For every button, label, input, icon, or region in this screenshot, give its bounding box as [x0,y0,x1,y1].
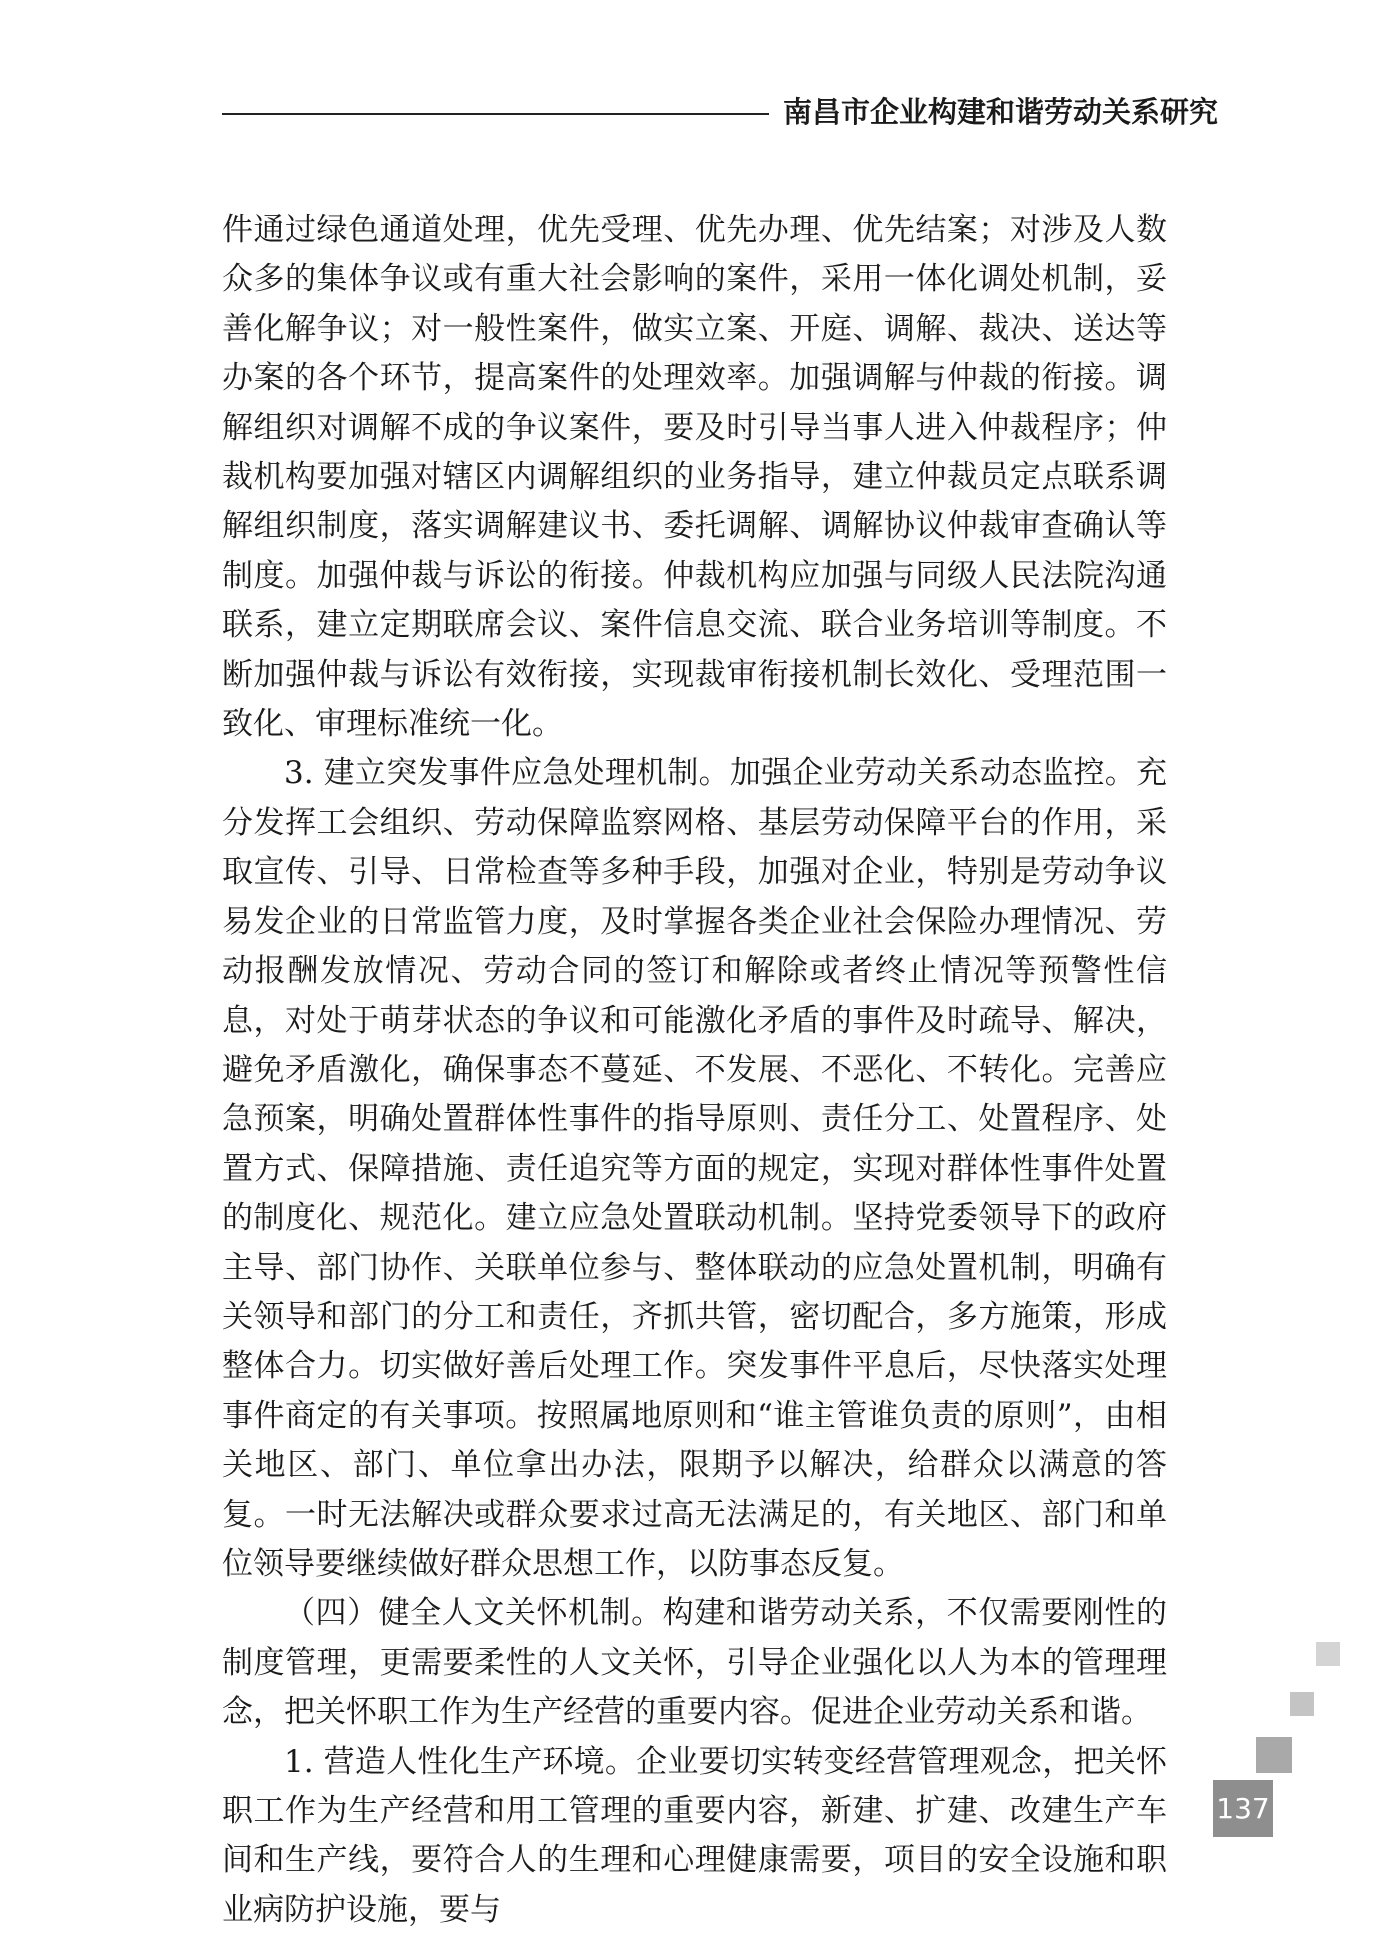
header-rule [222,113,769,115]
body-text [222,206,1167,1935]
decorative-square [1316,1642,1340,1666]
paragraph-3: （四）健全人文关怀机制。构建和谐劳动关系，不仅需要刚性的制度管理，更需要柔性的人文关怀，引导企业强化以人为本的管理理念，把关怀职工作为生产经营的重要内容。促进企业劳动关系和谐。 [222,1595,1167,1731]
paragraph-4: 1. 营造人性化生产环境。企业要切实转变经营管理观念，把关怀职工作为生产经营和用工管理的重要内容，新建、扩建、改建生产车间和生产线，要符合人的生理和心理健康需要，项目的安全设施和职业病防护设施，要与 [222,1743,1167,1928]
running-header-title: 南昌市企业构建和谐劳动关系研究 [783,95,1219,129]
decorative-square [1256,1737,1292,1773]
page-number: 137 [1213,1780,1273,1837]
decorative-square [1290,1692,1314,1716]
paragraph-2: 3. 建立突发事件应急处理机制。加强企业劳动关系动态监控。充分发挥工会组织、劳动保障监察网格、基层劳动保障平台的作用，采取宣传、引导、日常检查等多种手段，加强对企业，特别是劳动争议易发企业的日常监管力度，及时掌握各类企业社会保险办理情况、劳动报酬发放情况、劳动合同的签订和解除或者终止情况等预警性信息，对处于萌芽状态的争议和可能激化矛盾的事件及时疏导、解决，避免矛盾激化，确保事态不蔓延、不发展、不恶化、不转化。完善应急预案，明确处置群体性事件的指导原则、责任分工、处置程序、处置方式、保障措施、责任追究等方面的规定，实现对群体性事件处置的制度化、规范化。建立应急处置联动机制。坚持党委领导下的政府主导、部门协作、关联单位参与、整体联动的应急处置机制，明确有关领导和部门的分工和责任，齐抓共管，密切配合，多方施策，形成整体合力。切实做好善后处理工作。突发事件平息后，尽快落实处理事件商定的有关事项。按照属地原则和“谁主管谁负责的原则”，由相关地区、部门、单位拿出办法，限期予以解决，给群众以满意的答复。一时无法解决或群众要求过高无法满足的，有关地区、部门和单位领导要继续做好群众思想工作，以防事态反复。 [222,755,1167,1582]
paragraph-1: 件通过绿色通道处理，优先受理、优先办理、优先结案；对涉及人数众多的集体争议或有重大社会影响的案件，采用一体化调处机制，妥善化解争议；对一般性案件，做实立案、开庭、调解、裁决、送达等办案的各个环节，提高案件的处理效率。加强调解与仲裁的衔接。调解组织对调解不成的争议案件，要及时引导当事人进入仲裁程序；仲裁机构要加强对辖区内调解组织的业务指导，建立仲裁员定点联系调解组织制度，落实调解建议书、委托调解、调解协议仲裁审查确认等制度。加强仲裁与诉讼的衔接。仲裁机构应加强与同级人民法院沟通联系，建立定期联席会议、案件信息交流、联合业务培训等制度。不断加强仲裁与诉讼有效衔接，实现裁审衔接机制长效化、受理范围一致化、审理标准统一化。 [222,212,1167,743]
